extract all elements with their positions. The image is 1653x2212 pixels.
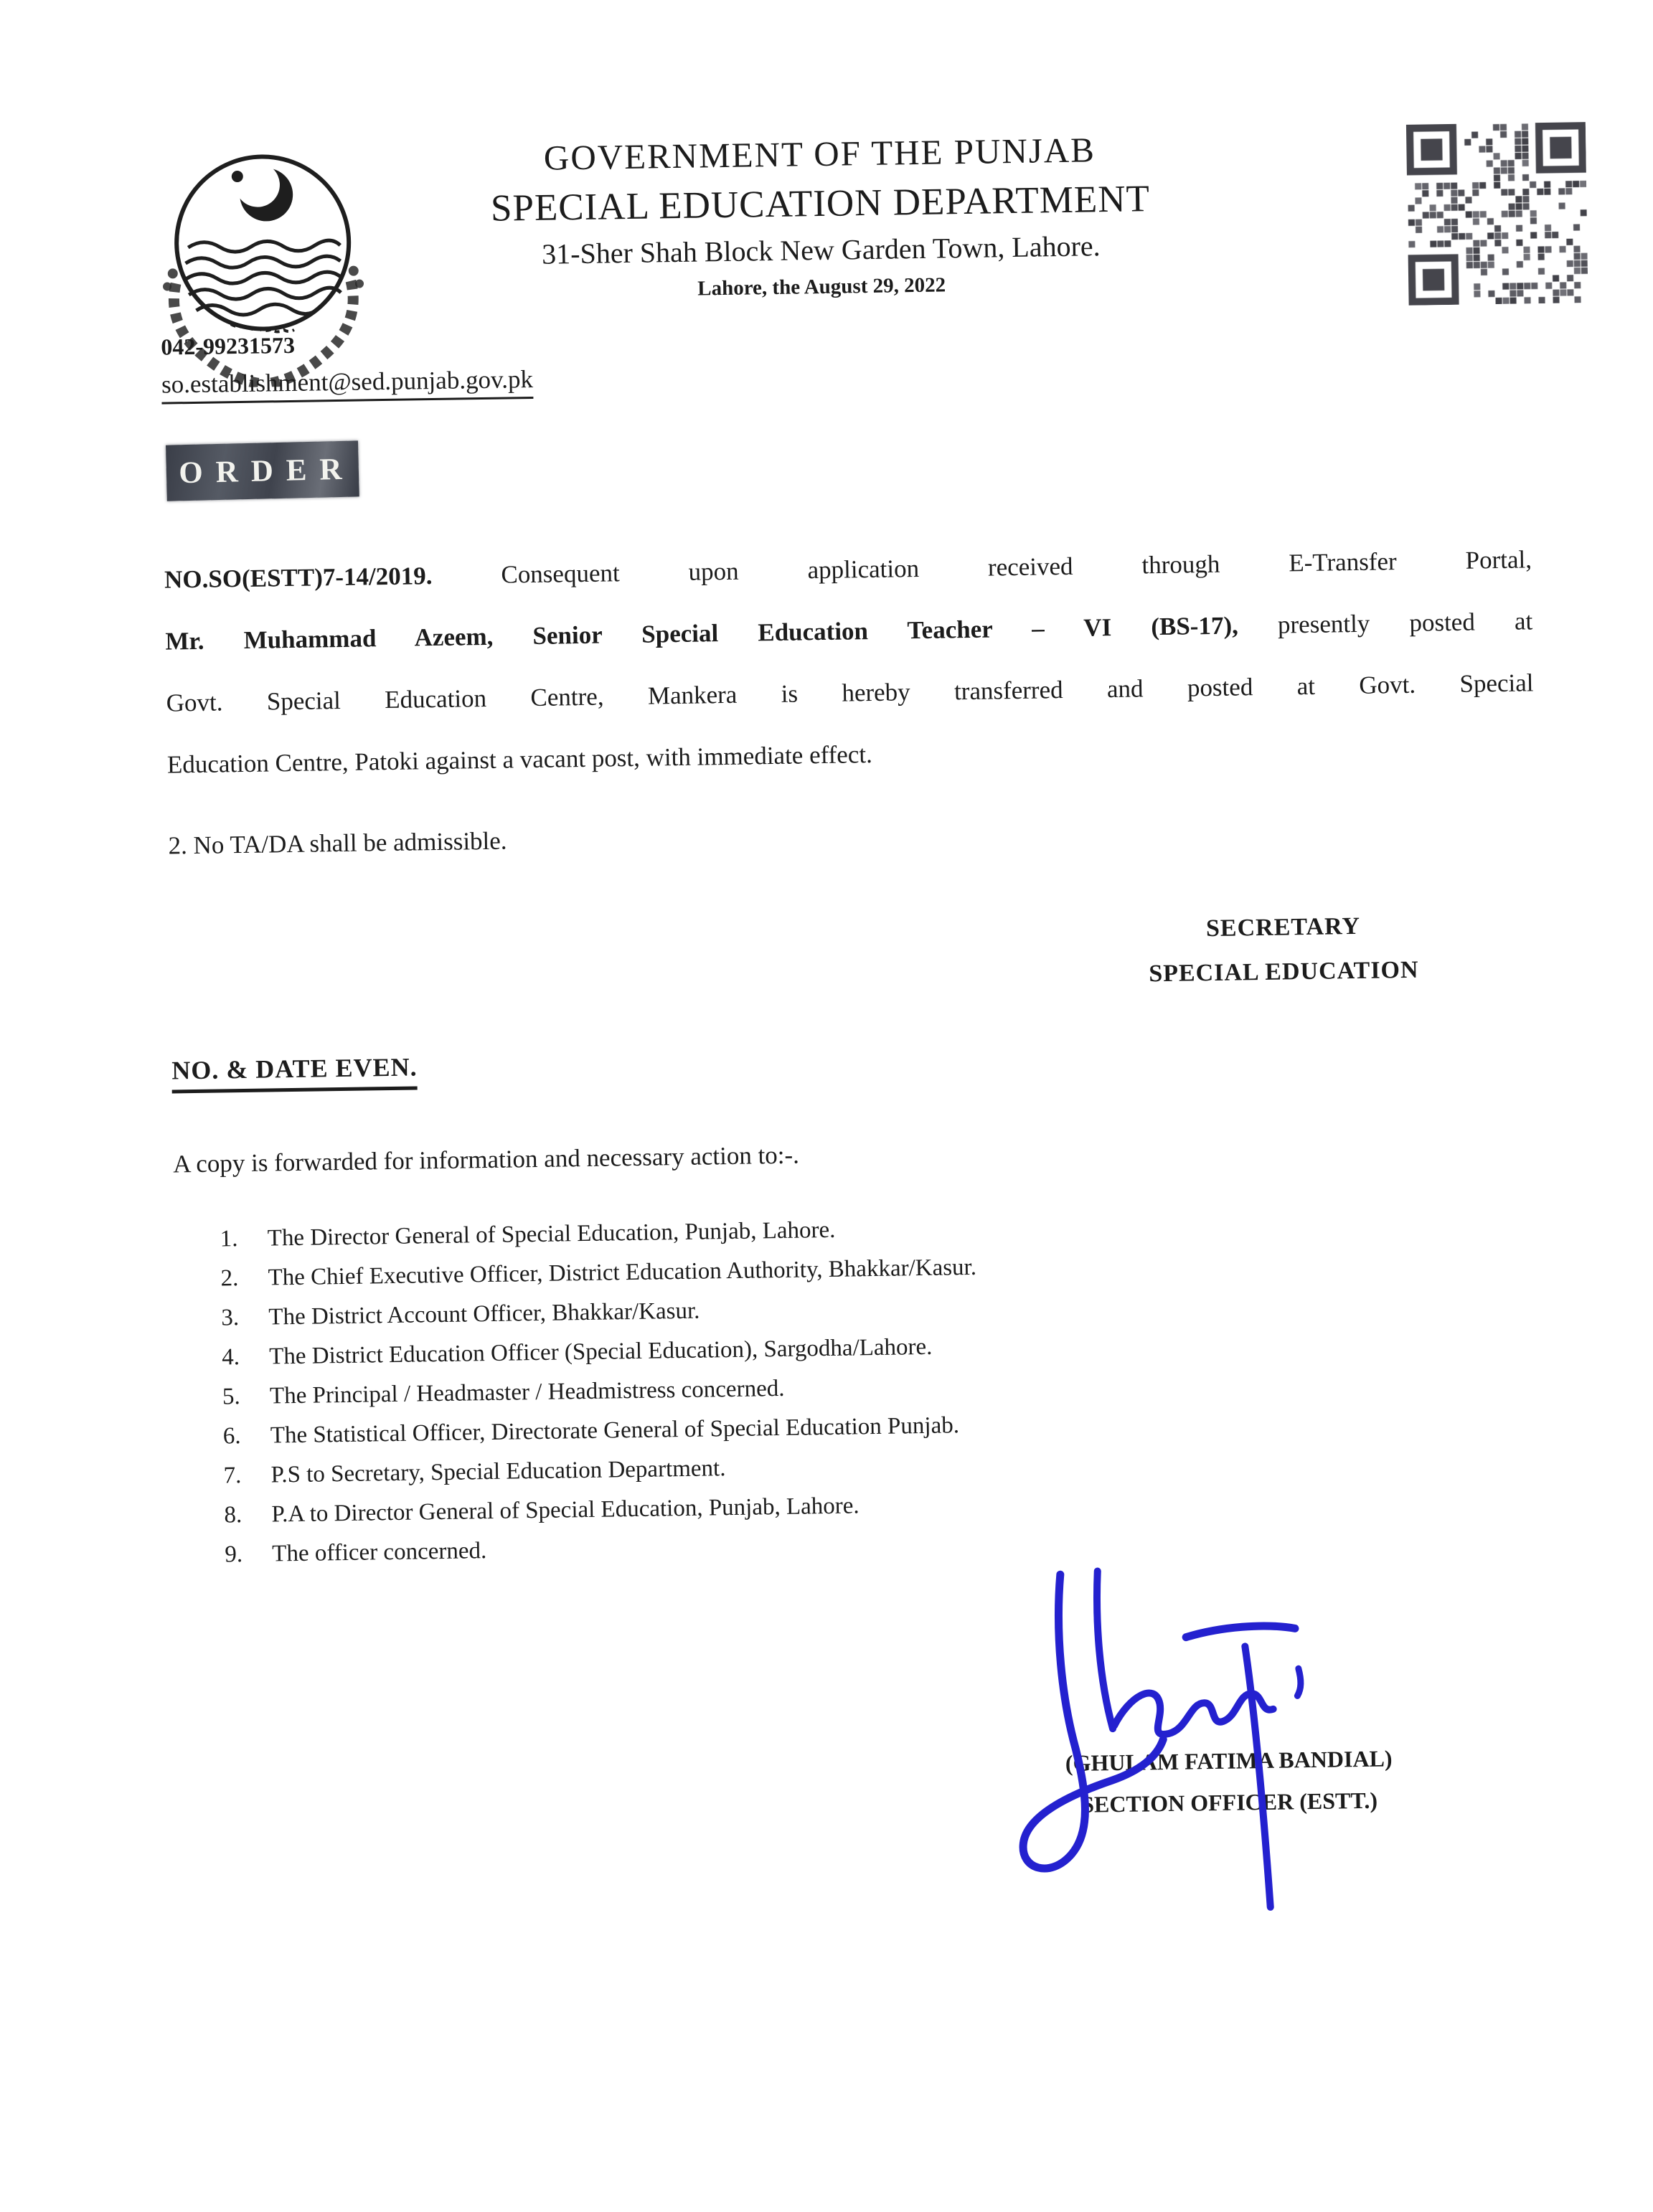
order-reference-number: NO.SO(ESTT)7-14/2019. bbox=[164, 562, 433, 594]
authority-title: SECRETARY bbox=[1205, 912, 1361, 942]
cc-item-text: The District Account Officer, Bhakkar/Kasur. bbox=[268, 1298, 700, 1330]
cc-item-text: The Director General of Special Education, Punjab, Lahore. bbox=[267, 1216, 836, 1252]
signatory-designation: SECTION OFFICER (ESTT.) bbox=[1080, 1787, 1378, 1818]
cc-item-text: P.A to Director General of Special Education, Punjab, Lahore. bbox=[271, 1493, 860, 1528]
signature-ink bbox=[1004, 1561, 1330, 1932]
cc-item-number: 8. bbox=[224, 1502, 242, 1528]
order-paragraph-line: Mr. Muhammad Azeem, Senior Special Education Teacher – VI (BS-17), presently posted at bbox=[165, 607, 1533, 656]
copy-forward-line: A copy is forwarded for information and necessary action to:-. bbox=[172, 1140, 800, 1178]
cc-item-number: 3. bbox=[221, 1305, 240, 1331]
date-line: Lahore, the August 29, 2022 bbox=[697, 273, 946, 301]
phone-number: 042-99231573 bbox=[161, 331, 296, 360]
officer-name-designation: Mr. Muhammad Azeem, Senior Special Education Teacher – VI (BS-17), bbox=[165, 611, 1239, 656]
cc-list bbox=[220, 1209, 981, 1575]
order-stamp: ORDER bbox=[166, 440, 359, 501]
department-title: SPECIAL EDUCATION DEPARTMENT bbox=[490, 178, 1151, 230]
order-paragraph bbox=[164, 529, 1535, 795]
order-paragraph-line: Govt. Special Education Centre, Mankera is hereby transferred and posted at Govt. Special bbox=[166, 668, 1534, 717]
cc-item-text: The Statistical Officer, Directorate General of Special Education Punjab. bbox=[270, 1412, 960, 1449]
authority-department: SPECIAL EDUCATION bbox=[1149, 956, 1419, 988]
letterhead bbox=[389, 124, 1252, 309]
issuing-authority bbox=[1039, 902, 1528, 998]
endorsement-heading: NO. & DATE EVEN. bbox=[171, 1051, 418, 1093]
cc-item-text: P.S to Secretary, Special Education Department. bbox=[270, 1455, 726, 1488]
ta-da-clause: 2. No TA/DA shall be admissible. bbox=[168, 826, 507, 860]
cc-item-number: 5. bbox=[222, 1384, 241, 1410]
cc-item-number: 4. bbox=[221, 1344, 240, 1371]
order-paragraph-line: NO.SO(ESTT)7-14/2019. Consequent upon application received through E-Transfer Portal, bbox=[164, 545, 1532, 594]
government-title: GOVERNMENT OF THE PUNJAB bbox=[543, 130, 1096, 178]
cc-item-text: The Principal / Headmaster / Headmistress concerned. bbox=[269, 1375, 785, 1409]
department-address: 31-Sher Shah Block New Garden Town, Lahore. bbox=[541, 230, 1101, 270]
cc-item-text: The District Education Officer (Special Education), Sargodha/Lahore. bbox=[268, 1333, 933, 1370]
cc-item-number: 6. bbox=[222, 1423, 241, 1450]
cc-item-text: The Chief Executive Officer, District Education Authority, Bhakkar/Kasur. bbox=[268, 1254, 977, 1291]
email-address: so.establishment@sed.punjab.gov.pk bbox=[161, 365, 534, 405]
cc-item-number: 2. bbox=[220, 1265, 239, 1292]
cc-item-number: 1. bbox=[220, 1226, 238, 1252]
qr-code bbox=[1406, 122, 1588, 306]
cc-item-number: 9. bbox=[225, 1541, 243, 1568]
signatory-name: (GHULAM FATIMA BANDIAL) bbox=[1065, 1745, 1393, 1777]
cc-item-number: 7. bbox=[223, 1462, 242, 1489]
cc-item-text: The officer concerned. bbox=[272, 1538, 487, 1567]
order-paragraph-line: Education Centre, Patoki against a vacant post, with immediate effect. bbox=[166, 739, 873, 779]
